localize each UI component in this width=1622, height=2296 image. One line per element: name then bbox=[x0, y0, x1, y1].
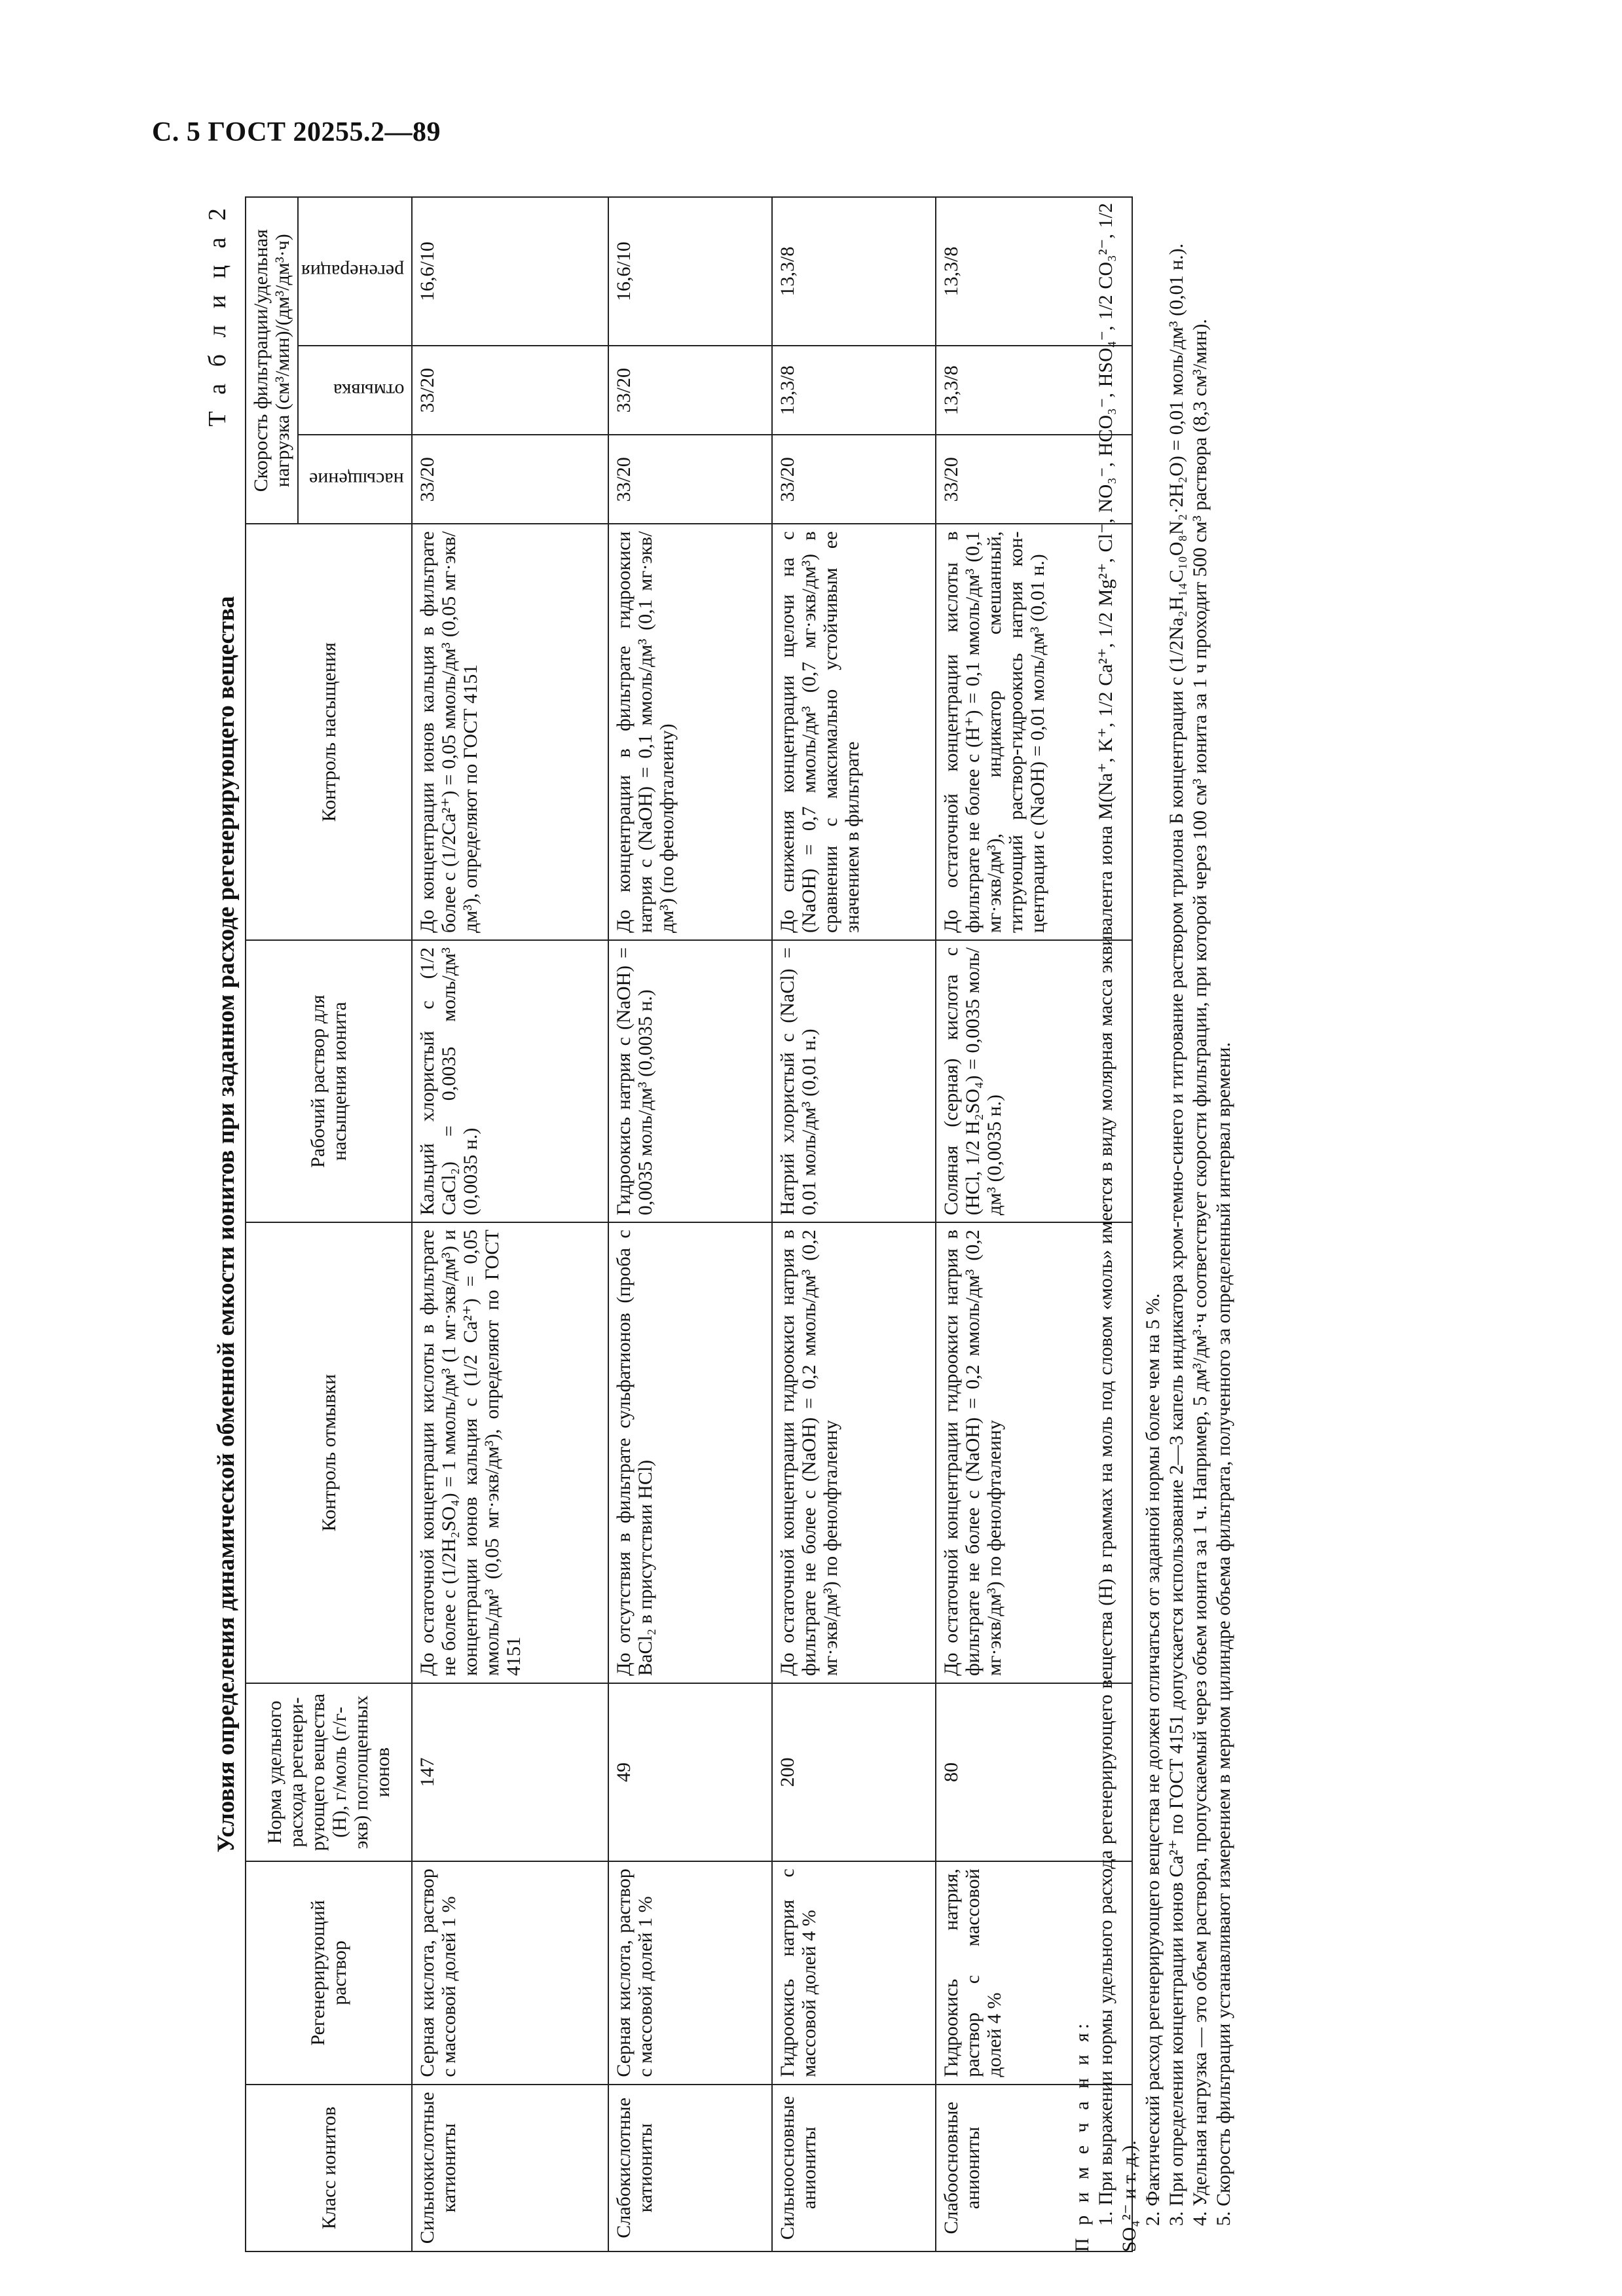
table-row bbox=[412, 197, 608, 2251]
notes-heading: П р и м е ч а н и я: bbox=[1071, 2019, 1093, 2252]
cell-speed-regeneration: 16,6/10 bbox=[412, 197, 608, 346]
header-saturation-control: Контроль насыщения bbox=[246, 524, 412, 940]
note-item: 1. При выражении нормы удельного расхода регенерирующего вещества (Н) в граммах на моль под словом «моль» имеется в виду молярная масса эквивалента иона M(Na⁺, K⁺, 1/2 Ca²⁺, 1/2 Mg²⁺, Cl⁻, NO₃⁻, HCO₃⁻, HSO₄⁻, 1/2 CO₃²⁻, 1/2 SO₄²⁻ и т. д.). bbox=[1095, 203, 1140, 2252]
header-speed-wash: отмывка bbox=[298, 346, 412, 435]
cell-working: Соляная (серная) кислота с (HCl, 1/2 H₂SO₄) = 0,0035 моль/дм³ (0,0035 н.) bbox=[936, 940, 1132, 1222]
cell-working: Кальций хлористый с (1/2 CaCl₂) = 0,0035 моль/дм³ (0,0035 н.) bbox=[412, 940, 608, 1222]
cell-working: Гидроокись натрия с (NaOH) = 0,0035 моль/дм³ (0,0035 н.) bbox=[608, 940, 772, 1222]
note-item: 5. Скорость фильтрации устанавливают измерением в мерном цилиндре объема фильтрата, полученного за определенный интервал времени. bbox=[1213, 1042, 1234, 2226]
cell-working: Натрий хлористый с (NaCl) = 0,01 моль/дм³ (0,01 н.) bbox=[772, 940, 936, 1222]
cell-speed-wash: 33/20 bbox=[608, 346, 772, 435]
cell-regen: Серная кислота, раствор с массовой долей 1 % bbox=[412, 1861, 608, 2084]
cell-regen: Гидроокись натрия с массовой долей 4 % bbox=[772, 1861, 936, 2084]
cell-speed-regeneration: 16,6/10 bbox=[608, 197, 772, 346]
cell-speed-wash: 13,3/8 bbox=[936, 346, 1132, 435]
cell-class: Сильнокислотные катиониты bbox=[412, 2085, 608, 2251]
cell-speed-saturation: 33/20 bbox=[936, 435, 1132, 524]
header-speed: Скорость фильтрации/удельная нагрузка (см³/мин)/(дм³/дм³·ч) bbox=[246, 197, 298, 524]
note-item: 4. Удельная нагрузка — это объем раствора, пропускаемый через объем ионита за 1 ч. Например, 5 дм³/дм³·ч соответствует скорости фильтрации, при которой через 100 см³ ионита за 1 ч проходит 500 см³ раствора (8,3 см³/мин). bbox=[1189, 319, 1211, 2226]
cell-speed-saturation: 33/20 bbox=[412, 435, 608, 524]
cell-norm: 80 bbox=[936, 1683, 1132, 1861]
table-label: Т а б л и ц а 2 bbox=[204, 203, 231, 427]
cell-class: Слабоосновные аниониты bbox=[936, 2085, 1132, 2251]
cell-norm: 147 bbox=[412, 1683, 608, 1861]
cell-saturation: До остаточной концентрации кислоты в фильтрате не более с (H⁺) = 0,1 ммоль/дм³ (0,1 мг·экв/дм³), индикатор смешанный, титрующий раствор-гидроокись натрия концентрации с (NaOH) = 0,01 моль/дм³ (0,01 н.) bbox=[936, 524, 1132, 940]
table-row bbox=[608, 197, 772, 2251]
cell-speed-saturation: 33/20 bbox=[772, 435, 936, 524]
table-container bbox=[245, 196, 1133, 2252]
cell-wash: До остаточной концентрации кислоты в фильтрате не более с (1/2H₂SO₄) = 1 ммоль/дм³ (1 мг·экв/дм³) и концентрации ионов кальция с (1/2 Ca²⁺) = 0,05 ммоль/дм³ (0,05 мг·экв/дм³), определяют по ГОСТ 4151 bbox=[412, 1222, 608, 1683]
cell-regen: Серная кислота, раствор с массовой долей 1 % bbox=[608, 1861, 772, 2084]
cell-speed-wash: 13,3/8 bbox=[772, 346, 936, 435]
header-working-solution: Рабочий раствор для насыщения ионита bbox=[246, 940, 412, 1222]
header-speed-regeneration: регенерация bbox=[298, 197, 412, 346]
data-table bbox=[245, 196, 1133, 2252]
cell-speed-regeneration: 13,3/8 bbox=[772, 197, 936, 346]
note-item: 3. При определении концентрации ионов Ca²⁺ по ГОСТ 4151 допускается использование 2—3 капель индикатора хром-темно-синего и титрование раствором трилона Б концентрации с (1/2Na₂H₁₄C₁₀O₈N₂·2H₂O) = 0,01 моль/дм³ (0,01 н.). bbox=[1166, 243, 1187, 2226]
cell-speed-wash: 33/20 bbox=[412, 346, 608, 435]
cell-wash: До остаточной концентрации гидроокиси натрия в фильтрате не более с (NaOH) = 0,2 ммоль/дм³ (0,2 мг·экв/дм³) по фенолфталеину bbox=[772, 1222, 936, 1683]
cell-saturation: До концентрации ионов кальция в фильтрате более с (1/2Ca²⁺) = 0,05 ммоль/дм³ (0,05 мг·экв/дм³), определяют по ГОСТ 4151 bbox=[412, 524, 608, 940]
header-norm: Норма удельного расхода регенерирующего вещества (Н), г/моль (г/г-экв) поглощенных ионов bbox=[246, 1683, 412, 1861]
cell-wash: До остаточной концентрации гидроокиси натрия в фильтрате не более с (NaOH) = 0,2 ммоль/дм³ (0,2 мг·экв/дм³) по фенолфталеину bbox=[936, 1222, 1132, 1683]
header-regen-solution: Регенерирующий раствор bbox=[246, 1861, 412, 2084]
cell-speed-saturation: 33/20 bbox=[608, 435, 772, 524]
page-header: С. 5 ГОСТ 20255.2—89 bbox=[152, 117, 441, 147]
note-item: 2. Фактический расход регенерирующего вещества не должен отличаться от заданной нормы более чем на 5 %. bbox=[1142, 1293, 1164, 2226]
table-title: Условия определения динамической обменной емкости ионитов при заданном расходе регенерирующего вещества bbox=[213, 596, 240, 1853]
header-class: Класс ионитов bbox=[246, 2085, 412, 2251]
cell-speed-regeneration: 13,3/8 bbox=[936, 197, 1132, 346]
cell-norm: 49 bbox=[608, 1683, 772, 1861]
header-wash-control: Контроль отмывки bbox=[246, 1222, 412, 1683]
cell-saturation: До концентрации в фильтрате гидроокиси натрия с (NaOH) = 0,1 ммоль/дм³ (0,1 мг·экв/дм³) (по фенолфталеину) bbox=[608, 524, 772, 940]
cell-class: Слабокислотные катиониты bbox=[608, 2085, 772, 2251]
cell-saturation: До снижения концентрации щелочи на с (NaOH) = 0,7 ммоль/дм³ (0,7 мг·экв/дм³) в сравнении с максимально устойчивым ее значением в фильтрате bbox=[772, 524, 936, 940]
header-speed-saturation: насыщение bbox=[298, 435, 412, 524]
cell-class: Сильноосновные аниониты bbox=[772, 2085, 936, 2251]
rotated-table-page bbox=[203, 196, 1480, 2252]
table-row bbox=[772, 197, 936, 2251]
notes-section bbox=[1071, 203, 1236, 2252]
cell-norm: 200 bbox=[772, 1683, 936, 1861]
cell-wash: До отсутствия в фильтрате сульфатионов (проба с BaCl₂ в присутствии HCl) bbox=[608, 1222, 772, 1683]
cell-regen: Гидроокись натрия, раствор с массовой долей 4 % bbox=[936, 1861, 1132, 2084]
